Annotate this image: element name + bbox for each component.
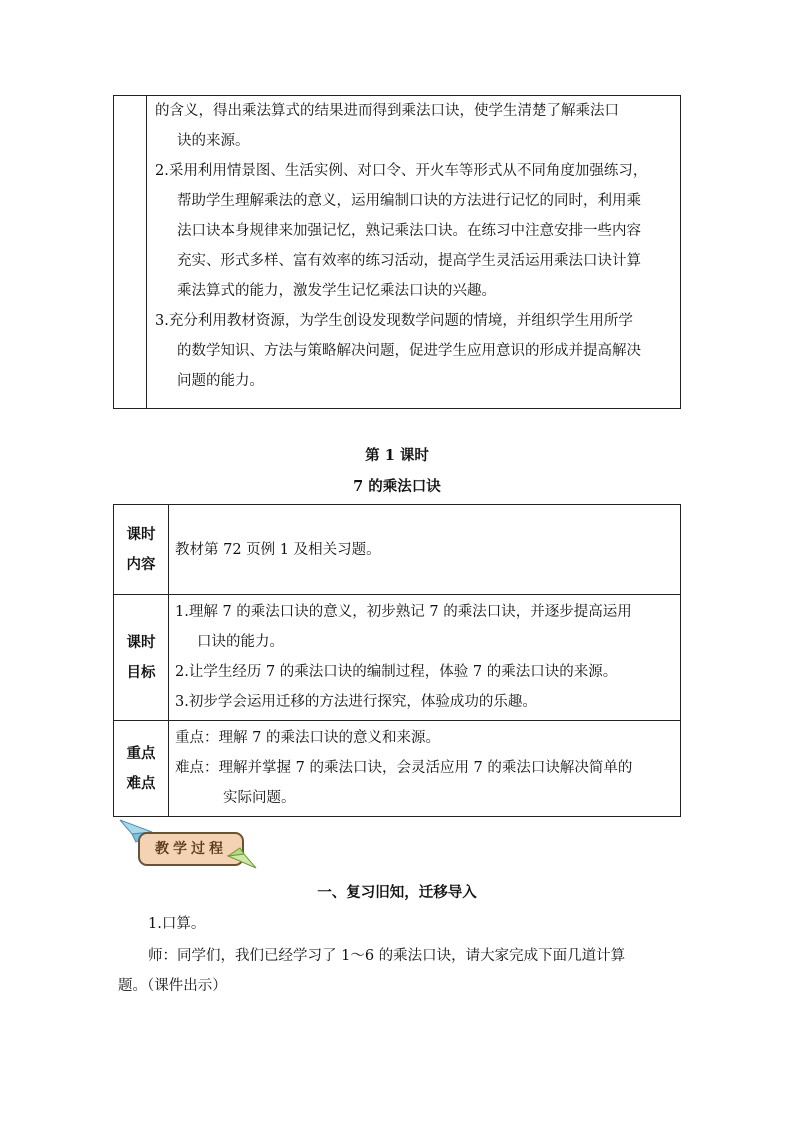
lesson-period: 第 1 课时 (365, 447, 429, 464)
content-label-line2: 内容 (126, 555, 156, 573)
text-line: 帮助学生理解乘法的意义，运用编制口诀的方法进行记忆的同时，利用乘 (177, 193, 641, 209)
text-line: 乘法算式的能力，激发学生记忆乘法口诀的兴趣。 (177, 283, 496, 299)
content-label-cell (114, 505, 169, 595)
content-value: 教材第 72 页例 1 及相关习题。 (175, 541, 381, 558)
paragraph-line: 题。（课件出示） (118, 978, 227, 994)
text-line: 问题的能力。 (177, 373, 264, 389)
key-line: 重点：理解 7 的乘法口诀的意义和来源。 (175, 730, 440, 746)
teaching-process-banner (118, 818, 258, 874)
goals-label-line1: 课时 (126, 633, 156, 651)
key-line: 实际问题。 (223, 790, 296, 806)
paper-plane-icon (226, 846, 258, 870)
text-line: 充实、形式多样、富有效率的练习活动，提高学生灵活运用乘法口诀计算 (177, 253, 641, 269)
goal-line: 3.初步学会运用迁移的方法进行探究，体验成功的乐趣。 (175, 694, 537, 710)
lesson-title: 7 的乘法口诀 (353, 478, 441, 495)
item-1: 1.口算。 (148, 916, 206, 932)
key-label-cell (114, 721, 169, 817)
text-line: 诀的来源。 (177, 133, 250, 149)
continuation-label-cell (114, 96, 147, 409)
key-value-cell (169, 721, 681, 817)
continuation-text-cell (147, 96, 681, 409)
paragraph-line: 师：同学们，我们已经学习了 1～6 的乘法口诀，请大家完成下面几道计算 (148, 948, 626, 964)
banner-label: 教学过程 (138, 832, 244, 866)
continuation-table (113, 95, 681, 409)
text-line: 2.采用利用情景图、生活实例、对口令、开火车等形式从不同角度加强练习， (155, 163, 648, 179)
section-heading: 一、复习旧知，迁移导入 (317, 884, 477, 901)
goals-label-line2: 目标 (126, 663, 156, 681)
text-line: 的含义，得出乘法算式的结果进而得到乘法口诀，使学生清楚了解乘法口 (155, 103, 619, 119)
key-label-line1: 重点 (126, 744, 156, 762)
goal-line: 口诀的能力。 (197, 634, 284, 650)
key-line: 难点：理解并掌握 7 的乘法口诀，会灵活应用 7 的乘法口诀解决简单的 (175, 760, 633, 776)
goals-value-cell (169, 595, 681, 721)
text-line: 法口诀本身规律来加强记忆，熟记乘法口诀。在练习中注意安排一些内容 (177, 223, 641, 239)
lesson-info-table (113, 504, 681, 817)
content-label-line1: 课时 (126, 525, 156, 543)
goals-label-cell (114, 595, 169, 721)
text-line: 的数学知识、方法与策略解决问题，促进学生应用意识的形成并提高解决 (177, 343, 641, 359)
goal-line: 2.让学生经历 7 的乘法口诀的编制过程，体验 7 的乘法口诀的来源。 (175, 664, 618, 680)
content-value-cell (169, 505, 681, 595)
goal-line: 1.理解 7 的乘法口诀的意义，初步熟记 7 的乘法口诀，并逐步提高运用 (175, 604, 632, 620)
key-label-line2: 难点 (126, 774, 156, 792)
text-line: 3.充分利用教材资源，为学生创设发现数学问题的情境，并组织学生用所学 (155, 313, 633, 329)
